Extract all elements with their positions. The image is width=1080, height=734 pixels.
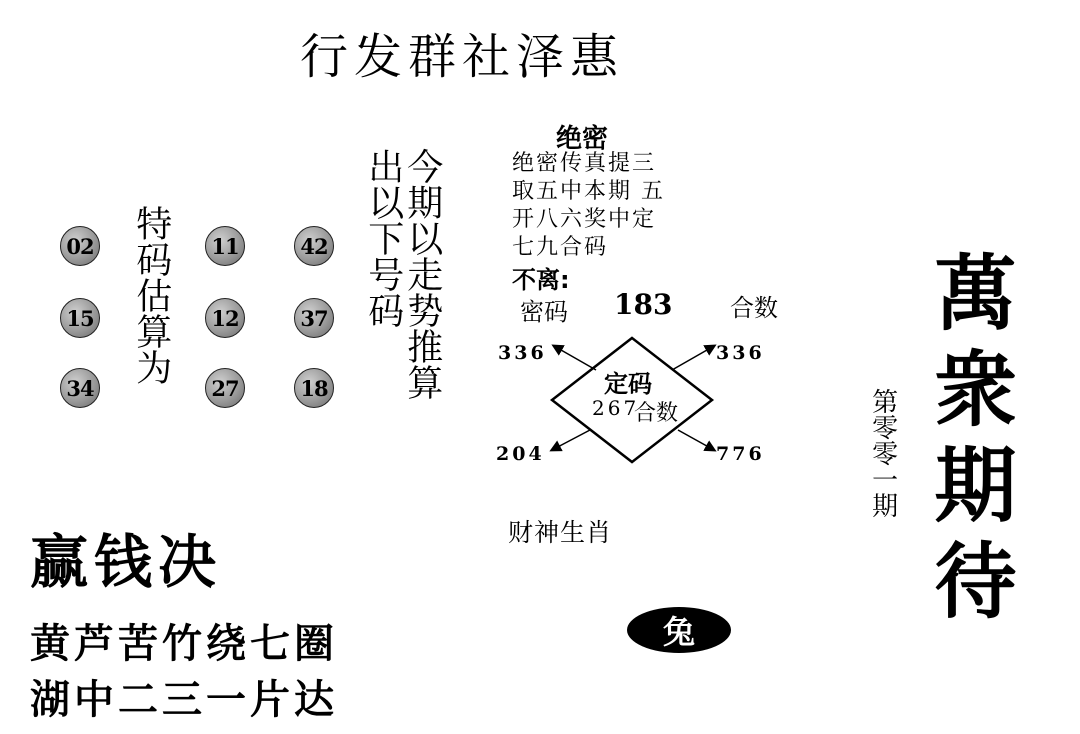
win-title: 赢钱决 [30,528,223,596]
secret-line: 取五中本期 五 [512,179,665,204]
number-ball: 18 [294,368,334,408]
zodiac-badge: 兔 [627,607,731,653]
corner-number-bottom-left: 204 [496,443,545,465]
mima-number: 183 [614,288,673,321]
issue-number: 第零零一期 [867,388,898,518]
mima-label: 密码 [520,298,568,326]
special-code-label: 特码估算为 [130,205,172,385]
arrow-top-right [672,346,714,370]
number-ball: 42 [294,226,334,266]
number-ball: 27 [205,368,245,408]
number-ball: 11 [205,226,245,266]
number-ball: 34 [60,368,100,408]
secret-line: 开八六奖中定 [512,207,657,232]
secret-line: 七九合码 [512,235,609,260]
number-ball: 02 [60,226,100,266]
dingma-heshu: 合数 [634,401,679,426]
poem-line: 黄芦苦竹绕七圈 [30,620,338,667]
corner-number-top-right: 336 [716,342,765,364]
corner-number-top-left: 336 [498,342,547,364]
number-ball: 37 [294,298,334,338]
caishen-label: 财神生肖 [508,518,613,547]
corner-number-bottom-right: 776 [716,443,765,465]
number-ball: 12 [205,298,245,338]
big-vertical-slogan: 萬衆期待 [921,250,1017,634]
arrow-bottom-right [678,430,714,450]
forecast-text-col1: 今期以走势推算 [401,148,443,400]
dingma-number: 267 [592,396,640,420]
buli-label: 不离: [512,266,570,294]
forecast-text-col2: 出以下号码 [362,148,404,328]
secret-heading: 绝密 [556,124,609,154]
arrow-bottom-left [552,430,590,450]
page-title: 行发群社泽惠 [300,29,625,85]
poem-line: 湖中二三一片达 [30,676,338,723]
dingma-label: 定码 [604,370,652,398]
mima-heshu: 合数 [730,294,778,322]
secret-line: 绝密传真提三 [512,151,657,176]
number-ball: 15 [60,298,100,338]
arrow-top-left [554,346,596,370]
